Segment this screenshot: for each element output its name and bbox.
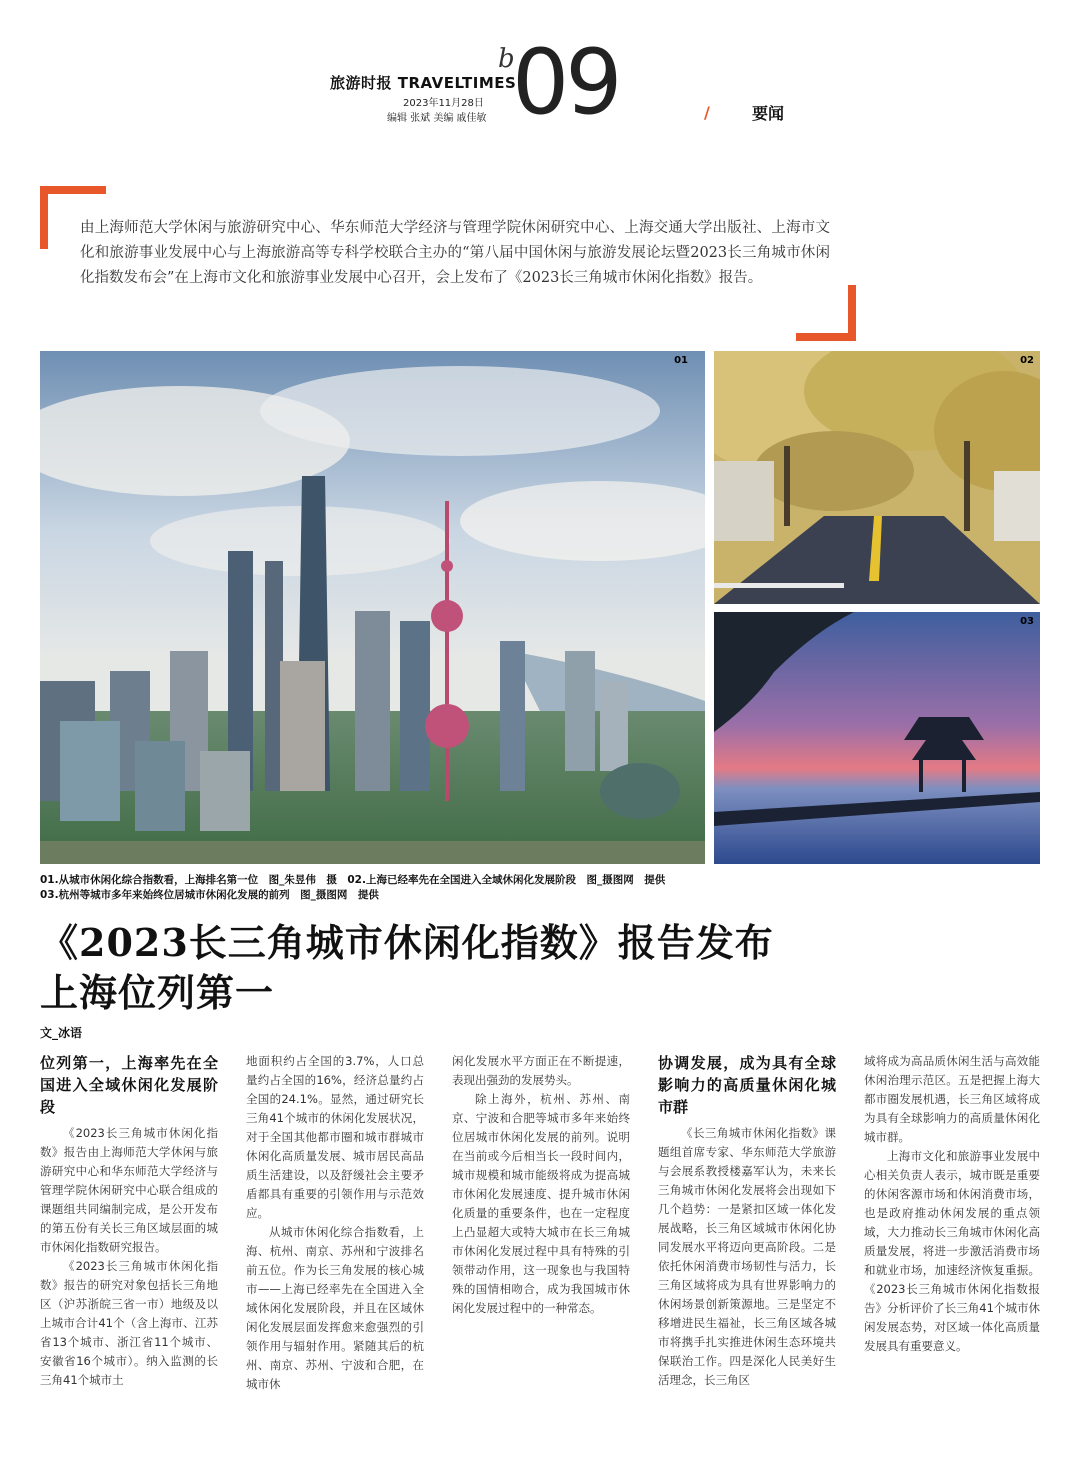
subheading-1: 位列第一，上海率先在全国进入全域休闲化发展阶段 — [40, 1054, 218, 1116]
article-column-1 — [40, 1052, 218, 1390]
page-section-letter: b — [498, 44, 515, 74]
photo-number-02: 02 — [1020, 355, 1034, 366]
editors-credit: 编辑 张斌 美编 戚佳敏 — [387, 113, 487, 124]
paragraph: 《长三角城市休闲化指数》课题组首席专家、华东师范大学旅游与会展系教授楼嘉军认为，未来长三角城市休闲化发展将会出现如下几个趋势：一是紧扣区域一体化发展战略，长三角区域城市休闲化协同发展水平将迈向更高阶段。二是依托休闲消费市场韧性与活力，长三角区域将成为具有世界影响力的休闲场景创新策源地。三是坚定不移增进民生福祉，长三角区域各城市将携手扎实推进休闲生态环境共保联治工作。四是深化人民美好生活理念，长三角区 — [658, 1126, 836, 1387]
paragraph: 《2023长三角城市休闲化指数》报告由上海师范大学休闲与旅游研究中心和华东师范大学经济与管理学院休闲研究中心联合组成的课题组共同编制完成，是公开发布的第五份有关长三角区域层面的城市休闲化指数研究报告。 — [40, 1126, 218, 1254]
caption-line-1: 01.从城市休闲化综合指数看，上海排名第一位 图_朱昱伟 摄 02.上海已经率先在全国进入全域休闲化发展阶段 图_摄图网 提供 — [40, 874, 666, 886]
author-byline: 文_冰语 — [40, 1026, 83, 1040]
lead-bracket-bottom-right — [796, 285, 856, 341]
paragraph: 除上海外，杭州、苏州、南京、宁波和合肥等城市多年来始终位居城市休闲化发展的前列。说明在当前或今后相当长一段时间内，城市规模和城市能级将成为提高城市休闲化发展速度、提升城市休闲化质量的重要条件，也在一定程度上凸显超大或特大城市在长三角城市休闲化发展过程中具有特殊的引领带动作用，这一现象也与我国特殊的国情相吻合，成为我国城市休闲化发展过程中的一种常态。 — [452, 1092, 630, 1315]
article-headline — [40, 918, 774, 1018]
page-number: 09 — [512, 30, 619, 135]
section-slash-icon: / — [704, 103, 710, 122]
section-label: 要闻 — [752, 104, 785, 123]
newspaper-name: 旅游时报 TRAVELTIMES — [330, 74, 517, 92]
paragraph: 《2023长三角城市休闲化指数》报告的研究对象包括长三角地区（沪苏浙皖三省一市）地级及以上城市合计41个（含上海市、江苏省13个城市、浙江省11个城市、安徽省16个城市）。纳入监测的长三角41个城市土 — [40, 1259, 218, 1387]
caption-line-2: 03.杭州等城市多年来始终位居城市休闲化发展的前列 图_摄图网 提供 — [40, 889, 379, 901]
photo-number-01: 01 — [674, 355, 688, 366]
photo-tree-lined-street — [714, 351, 1040, 604]
paragraph: 从城市休闲化综合指数看，上海、杭州、南京、苏州和宁波排名前五位。作为长三角发展的核心城市——上海已经率先在全国进入全域休闲化发展阶段，并且在区域休闲化发展层面发挥愈来愈强烈的引领作用与辐射作用。紧随其后的杭州、南京、苏州、宁波和合肥，在城市休 — [246, 1225, 424, 1391]
article-column-3 — [452, 1052, 630, 1318]
photo-number-03: 03 — [1020, 616, 1034, 627]
headline-line-1: 《2023长三角城市休闲化指数》报告发布 — [40, 920, 774, 965]
article-column-2 — [246, 1052, 424, 1394]
subheading-2: 协调发展，成为具有全球影响力的高质量休闲化城市群 — [658, 1054, 836, 1116]
headline-line-2: 上海位列第一 — [40, 970, 275, 1015]
paragraph: 闲化发展水平方面正在不断提速，表现出强劲的发展势头。 — [452, 1054, 630, 1087]
paragraph: 地面积约占全国的3.7%，人口总量约占全国的16%，经济总量约占全国的24.1%。显然，通过研究长三角41个城市的休闲化发展状况，对于全国其他都市圈和城市群城市休闲化高质量发展、城市居民高品质生活建设，以及舒缓社会主要矛盾都具有重要的引领作用与示范效应。 — [246, 1054, 424, 1220]
photo-captions — [40, 873, 1040, 903]
paragraph: 上海市文化和旅游事业发展中心相关负责人表示，城市既是重要的休闲客源市场和休闲消费市场，也是政府推动休闲发展的重点领域，大力推动长三角城市休闲化高质量发展，将进一步激活消费市场和就业市场，加速经济恢复重振。《2023长三角城市休闲化指数报告》分析评价了长三角41个城市休闲发展态势，对区域一体化高质量发展具有重要意义。 — [864, 1149, 1040, 1353]
article-column-5 — [864, 1052, 1040, 1356]
paragraph: 域将成为高品质休闲生活与高效能休闲治理示范区。五是把握上海大都市圈发展机遇，长三角区域将成为具有全球影响力的高质量休闲化城市群。 — [864, 1054, 1040, 1144]
issue-date: 2023年11月28日 — [403, 98, 484, 109]
article-column-4 — [658, 1052, 836, 1390]
lead-paragraph: 由上海师范大学休闲与旅游研究中心、华东师范大学经济与管理学院休闲研究中心、上海交通大学出版社、上海市文化和旅游事业发展中心与上海旅游高等专科学校联合主办的“第八届中国休闲与旅游发展论坛暨2023长三角城市休闲化指数发布会”在上海市文化和旅游事业发展中心召开，会上发布了《2023长三角城市休闲化指数》报告。 — [80, 220, 830, 286]
photo-shanghai-skyline — [40, 351, 705, 864]
photo-lake-pavilion — [714, 612, 1040, 864]
